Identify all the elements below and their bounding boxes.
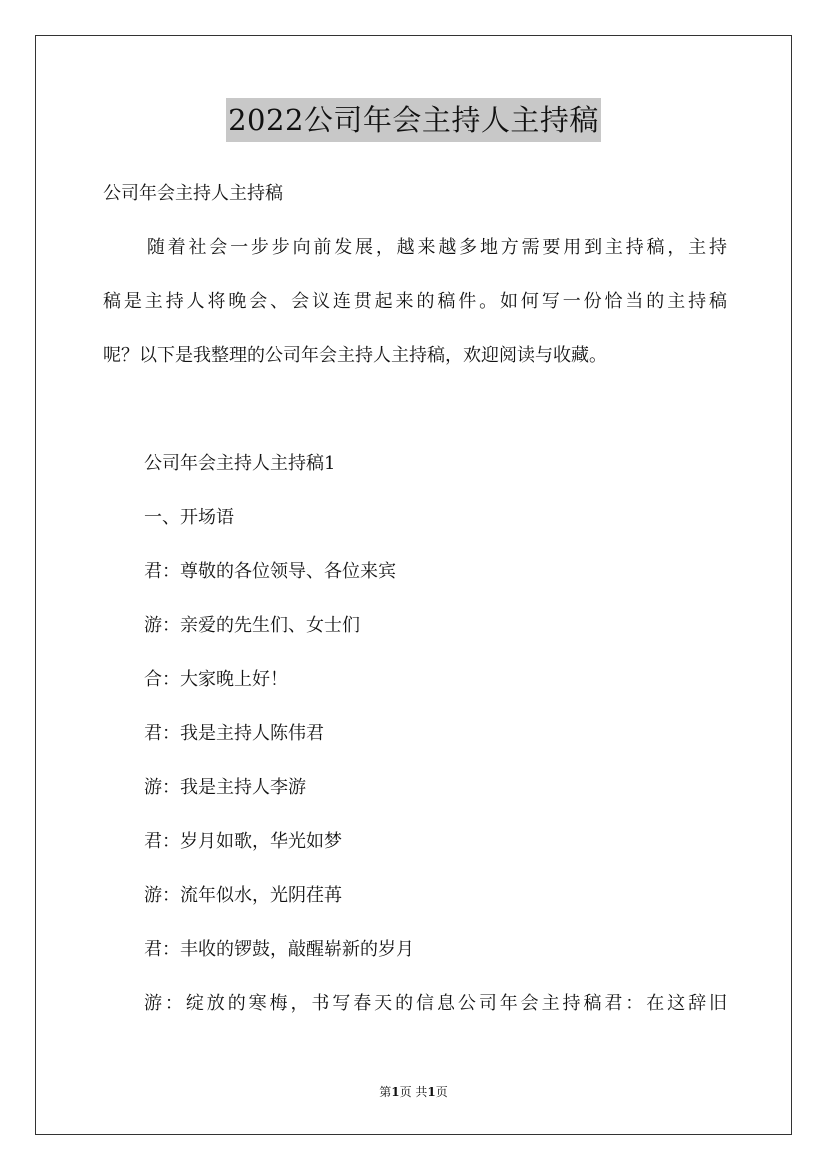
script-line[interactable]: 游：我是主持人李游 [144,777,306,798]
footer-mid: 页 共 [399,1085,428,1099]
document-title[interactable]: 2022公司年会主持人主持稿 [226,98,601,142]
script-line[interactable]: 君：丰收的锣鼓，敲醒崭新的岁月 [144,939,414,960]
title-container [0,98,827,142]
section-heading[interactable]: 公司年会主持人主持稿1 [144,453,336,474]
footer-suffix: 页 [435,1085,448,1099]
footer-current-page: 1 [391,1085,400,1099]
script-line[interactable]: 君：岁月如歌，华光如梦 [144,831,342,852]
script-line[interactable]: 游：流年似水，光阴荏苒 [144,885,342,906]
script-line[interactable]: 君：我是主持人陈伟君 [144,723,324,744]
intro-line-2[interactable]: 稿是主持人将晚会、会议连贯起来的稿件。如何写一份恰当的主持稿 [103,291,727,312]
intro-line-1[interactable]: 随着社会一步步向前发展，越来越多地方需要用到主持稿，主持 [144,237,727,258]
script-line[interactable]: 游：亲爱的先生们、女士们 [144,615,360,636]
script-line[interactable]: 君：尊敬的各位领导、各位来宾 [144,561,396,582]
page-footer [0,1083,827,1101]
intro-line-3[interactable]: 呢？以下是我整理的公司年会主持人主持稿，欢迎阅读与收藏。 [103,345,607,366]
footer-prefix: 第 [379,1085,392,1099]
script-line[interactable]: 游：绽放的寒梅，书写春天的信息公司年会主持稿君：在这辞旧 [144,993,727,1014]
script-line[interactable]: 合：大家晚上好！ [144,669,288,690]
part-heading[interactable]: 一、开场语 [144,507,234,528]
footer-total-pages: 1 [427,1085,436,1099]
document-subtitle[interactable]: 公司年会主持人主持稿 [103,183,283,204]
